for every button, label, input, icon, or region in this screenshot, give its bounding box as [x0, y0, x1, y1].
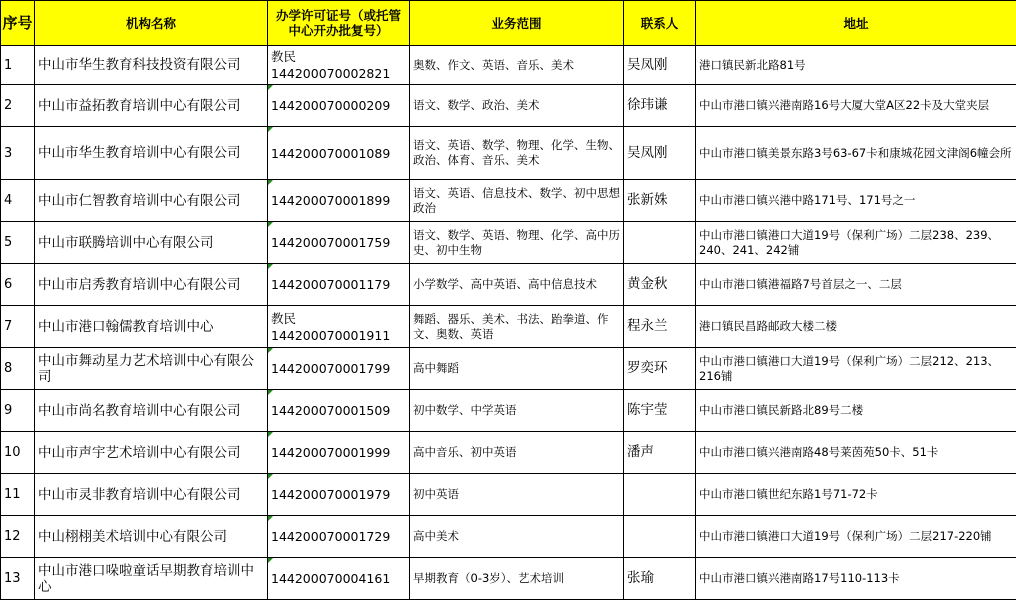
cell-contact[interactable]: [624, 46, 696, 85]
contact-text: 罗奕环: [627, 360, 668, 376]
address-text: 中山市港口镇港福路7号首层之一、二层: [699, 277, 902, 291]
cell-address[interactable]: [696, 516, 1016, 558]
header-name[interactable]: 机构名称: [35, 1, 268, 46]
table-row: [1, 474, 1016, 516]
seq-text: 10: [4, 445, 21, 460]
cell-contact[interactable]: [624, 306, 696, 348]
contact-text: 陈宇莹: [627, 402, 668, 418]
cell-seq[interactable]: [1, 180, 35, 222]
cell-business[interactable]: [410, 85, 624, 127]
cell-seq[interactable]: [1, 348, 35, 390]
address-text: 中山市港口镇兴港南路48号莱茵苑50卡、51卡: [699, 445, 939, 459]
address-text: 中山市港口镇民新路北89号二楼: [699, 403, 864, 417]
cell-business[interactable]: [410, 306, 624, 348]
comment-marker-icon: [268, 390, 273, 395]
business-text: 早期教育（0-3岁）、艺术培训: [413, 571, 565, 585]
cell-license[interactable]: [268, 264, 410, 306]
name-text: 中山栩栩美术培训中心有限公司: [38, 528, 227, 545]
header-contact[interactable]: 联系人: [624, 1, 696, 46]
cell-seq[interactable]: [1, 390, 35, 432]
contact-text: 程永兰: [627, 318, 668, 334]
cell-name[interactable]: [35, 127, 268, 180]
table-body: [1, 46, 1016, 600]
seq-text: 6: [4, 277, 13, 292]
cell-business[interactable]: [410, 46, 624, 85]
cell-business[interactable]: [410, 432, 624, 474]
seq-text: 3: [4, 145, 13, 161]
business-text: 奥数、作文、英语、音乐、美术: [413, 57, 574, 72]
address-text: 中山市港口镇港口大道19号（保利广场）二层217-220铺: [699, 529, 992, 543]
seq-text: 9: [4, 403, 13, 418]
contact-text: 张瑜: [627, 570, 654, 586]
seq-text: 13: [4, 571, 21, 586]
comment-marker-icon: [268, 180, 273, 185]
license-number: 144200070001899: [271, 193, 391, 208]
cell-name[interactable]: [35, 516, 268, 558]
cell-contact[interactable]: [624, 432, 696, 474]
cell-address[interactable]: [696, 348, 1016, 390]
cell-name[interactable]: [35, 46, 268, 85]
table-row: [1, 432, 1016, 474]
cell-license[interactable]: [268, 222, 410, 264]
cell-address[interactable]: [696, 264, 1016, 306]
cell-name[interactable]: [35, 306, 268, 348]
comment-marker-icon: [268, 558, 273, 563]
cell-business[interactable]: [410, 348, 624, 390]
name-text: 中山市益拓教育培训中心有限公司: [38, 97, 241, 114]
contact-text: 吴凤刚: [627, 56, 668, 73]
table-row: [1, 264, 1016, 306]
cell-name[interactable]: [35, 558, 268, 600]
cell-name[interactable]: [35, 222, 268, 264]
license-number: 144200070001979: [271, 487, 391, 502]
license-number: 144200070001089: [271, 145, 391, 161]
cell-name[interactable]: [35, 180, 268, 222]
business-text: 语文、英语、数学、物理、化学、生物、政治、体育、音乐、美术: [413, 138, 620, 167]
cell-seq[interactable]: [1, 432, 35, 474]
name-text: 中山市声宇艺术培训中心有限公司: [38, 444, 241, 461]
business-text: 初中英语: [413, 487, 459, 501]
address-text: 中山市港口镇港口大道19号（保利广场）二层238、239、240、241、242铺: [699, 227, 1000, 257]
table-row: [1, 516, 1016, 558]
table-row: [1, 46, 1016, 85]
license-number: 144200070001509: [271, 403, 391, 418]
cell-seq[interactable]: [1, 558, 35, 600]
header-seq[interactable]: 序号: [1, 1, 35, 46]
cell-contact[interactable]: [624, 264, 696, 306]
license-prefix: 教民: [271, 310, 297, 326]
cell-business[interactable]: [410, 558, 624, 600]
comment-marker-icon: [268, 474, 273, 479]
cell-business[interactable]: [410, 474, 624, 516]
cell-license[interactable]: [268, 516, 410, 558]
seq-text: 7: [4, 319, 13, 334]
license-number: 144200070004161: [271, 571, 391, 586]
cell-contact[interactable]: [624, 474, 696, 516]
name-text: 中山市港口翰儒教育培训中心: [38, 318, 214, 335]
cell-license[interactable]: [268, 390, 410, 432]
address-text: 港口镇民昌路邮政大楼二楼: [699, 319, 837, 333]
cell-contact[interactable]: [624, 180, 696, 222]
license-number: 144200070001799: [271, 361, 391, 376]
cell-license[interactable]: [268, 180, 410, 222]
cell-name[interactable]: [35, 264, 268, 306]
license-number: 144200070001759: [271, 235, 391, 250]
cell-license[interactable]: [268, 127, 410, 180]
cell-seq[interactable]: [1, 46, 35, 85]
address-text: 港口镇民新北路81号: [699, 57, 806, 72]
name-text: 中山市尚名教育培训中心有限公司: [38, 402, 241, 419]
table-row: [1, 306, 1016, 348]
cell-contact[interactable]: [624, 127, 696, 180]
cell-contact[interactable]: [624, 222, 696, 264]
name-text: 中山市联腾培训中心有限公司: [38, 234, 214, 251]
cell-address[interactable]: [696, 127, 1016, 180]
contact-text: 吴凤刚: [627, 144, 668, 161]
name-text: 中山市仁智教育培训中心有限公司: [38, 192, 241, 209]
name-text: 中山市华生教育科技投资有限公司: [38, 57, 241, 73]
comment-marker-icon: [268, 348, 273, 353]
contact-text: 张新姝: [627, 192, 668, 208]
cell-seq[interactable]: [1, 306, 35, 348]
cell-business[interactable]: [410, 127, 624, 180]
cell-license[interactable]: [268, 432, 410, 474]
cell-address[interactable]: [696, 306, 1016, 348]
comment-marker-icon: [268, 127, 273, 132]
seq-text: 1: [4, 57, 13, 73]
cell-seq[interactable]: [1, 127, 35, 180]
contact-text: 徐玮谦: [627, 97, 668, 113]
business-text: 高中舞蹈: [413, 361, 459, 375]
seq-text: 2: [4, 98, 13, 113]
cell-seq[interactable]: [1, 264, 35, 306]
cell-name[interactable]: [35, 348, 268, 390]
comment-marker-icon: [268, 222, 273, 227]
cell-contact[interactable]: [624, 85, 696, 127]
table-row: [1, 127, 1016, 180]
seq-text: 12: [4, 529, 21, 544]
table-row: [1, 558, 1016, 600]
seq-text: 11: [4, 487, 21, 502]
cell-license[interactable]: [268, 85, 410, 127]
cell-contact[interactable]: [624, 390, 696, 432]
table-row: [1, 85, 1016, 127]
address-text: 中山市港口镇兴港南路16号大厦大堂A区22卡及大堂夹层: [699, 98, 990, 112]
header-license[interactable]: 办学许可证号（或托管中心开办批复号）: [268, 1, 410, 46]
cell-license[interactable]: [268, 348, 410, 390]
cell-name[interactable]: [35, 474, 268, 516]
cell-name[interactable]: [35, 390, 268, 432]
license-number: 144200070001729: [271, 529, 391, 544]
name-text: 中山市华生教育培训中心有限公司: [38, 145, 241, 161]
cell-license[interactable]: [268, 46, 410, 85]
cell-business[interactable]: [410, 180, 624, 222]
comment-marker-icon: [268, 85, 273, 90]
address-text: 中山市港口镇美景东路3号63-67卡和康城花园文津阁6幢会所: [699, 145, 1012, 160]
name-text: 中山市启秀教育培训中心有限公司: [38, 276, 241, 293]
business-text: 小学数学、高中英语、高中信息技术: [413, 277, 597, 291]
business-text: 高中美术: [413, 529, 459, 543]
cell-license[interactable]: [268, 306, 410, 348]
cell-contact[interactable]: [624, 348, 696, 390]
license-number: 144200070002821: [271, 66, 391, 81]
cell-name[interactable]: [35, 85, 268, 127]
cell-address[interactable]: [696, 474, 1016, 516]
license-number: 144200070001999: [271, 445, 391, 460]
business-text: 语文、数学、政治、美术: [413, 98, 540, 112]
header-address[interactable]: 地址: [696, 1, 1016, 46]
cell-address[interactable]: [696, 180, 1016, 222]
table-row: [1, 348, 1016, 390]
cell-seq[interactable]: [1, 222, 35, 264]
business-text: 高中音乐、初中英语: [413, 445, 517, 459]
table-row: [1, 222, 1016, 264]
cell-name[interactable]: [35, 432, 268, 474]
cell-address[interactable]: [696, 85, 1016, 127]
cell-address[interactable]: [696, 222, 1016, 264]
cell-address[interactable]: [696, 46, 1016, 85]
table-row: [1, 390, 1016, 432]
address-text: 中山市港口镇兴港中路171号、171号之一: [699, 193, 916, 207]
cell-seq[interactable]: [1, 474, 35, 516]
cell-business[interactable]: [410, 222, 624, 264]
business-text: 语文、英语、信息技术、数学、初中思想政治: [413, 185, 620, 215]
business-text: 初中数学、中学英语: [413, 403, 517, 417]
cell-address[interactable]: [696, 390, 1016, 432]
header-row: [1, 1, 1016, 46]
cell-address[interactable]: [696, 432, 1016, 474]
cell-business[interactable]: [410, 390, 624, 432]
contact-text: 潘声: [627, 444, 654, 460]
seq-text: 8: [4, 361, 13, 376]
name-text: 中山市灵非教育培训中心有限公司: [38, 486, 241, 503]
header-business[interactable]: 业务范围: [410, 1, 624, 46]
seq-text: 4: [4, 193, 13, 208]
license-number: 144200070000209: [271, 98, 391, 113]
comment-marker-icon: [268, 516, 273, 521]
address-text: 中山市港口镇港口大道19号（保利广场）二层212、213、216铺: [699, 353, 1000, 383]
cell-business[interactable]: [410, 516, 624, 558]
address-text: 中山市港口镇兴港南路17号110-113卡: [699, 571, 900, 585]
cell-seq[interactable]: [1, 85, 35, 127]
comment-marker-icon: [268, 432, 273, 437]
license-number: 144200070001179: [271, 277, 391, 292]
business-text: 语文、数学、英语、物理、化学、高中历史、初中生物: [413, 227, 620, 257]
cell-seq[interactable]: [1, 516, 35, 558]
name-text: 中山市舞动星力艺术培训中心有限公司: [38, 352, 254, 385]
license-number: 144200070001911: [271, 327, 391, 343]
seq-text: 5: [4, 235, 13, 250]
cell-business[interactable]: [410, 264, 624, 306]
table-row: [1, 180, 1016, 222]
comment-marker-icon: [268, 264, 273, 269]
name-text: 中山市港口哚啦童话早期教育培训中心: [38, 562, 254, 595]
cell-address[interactable]: [696, 558, 1016, 600]
address-text: 中山市港口镇世纪东路1号71-72卡: [699, 487, 878, 501]
cell-license[interactable]: [268, 474, 410, 516]
business-text: 舞蹈、器乐、美术、书法、跆拳道、作文、奥数、英语: [413, 311, 609, 341]
cell-contact[interactable]: [624, 558, 696, 600]
contact-text: 黄金秋: [627, 276, 668, 292]
cell-license[interactable]: [268, 558, 410, 600]
license-prefix: 教民: [271, 49, 297, 64]
cell-contact[interactable]: [624, 516, 696, 558]
